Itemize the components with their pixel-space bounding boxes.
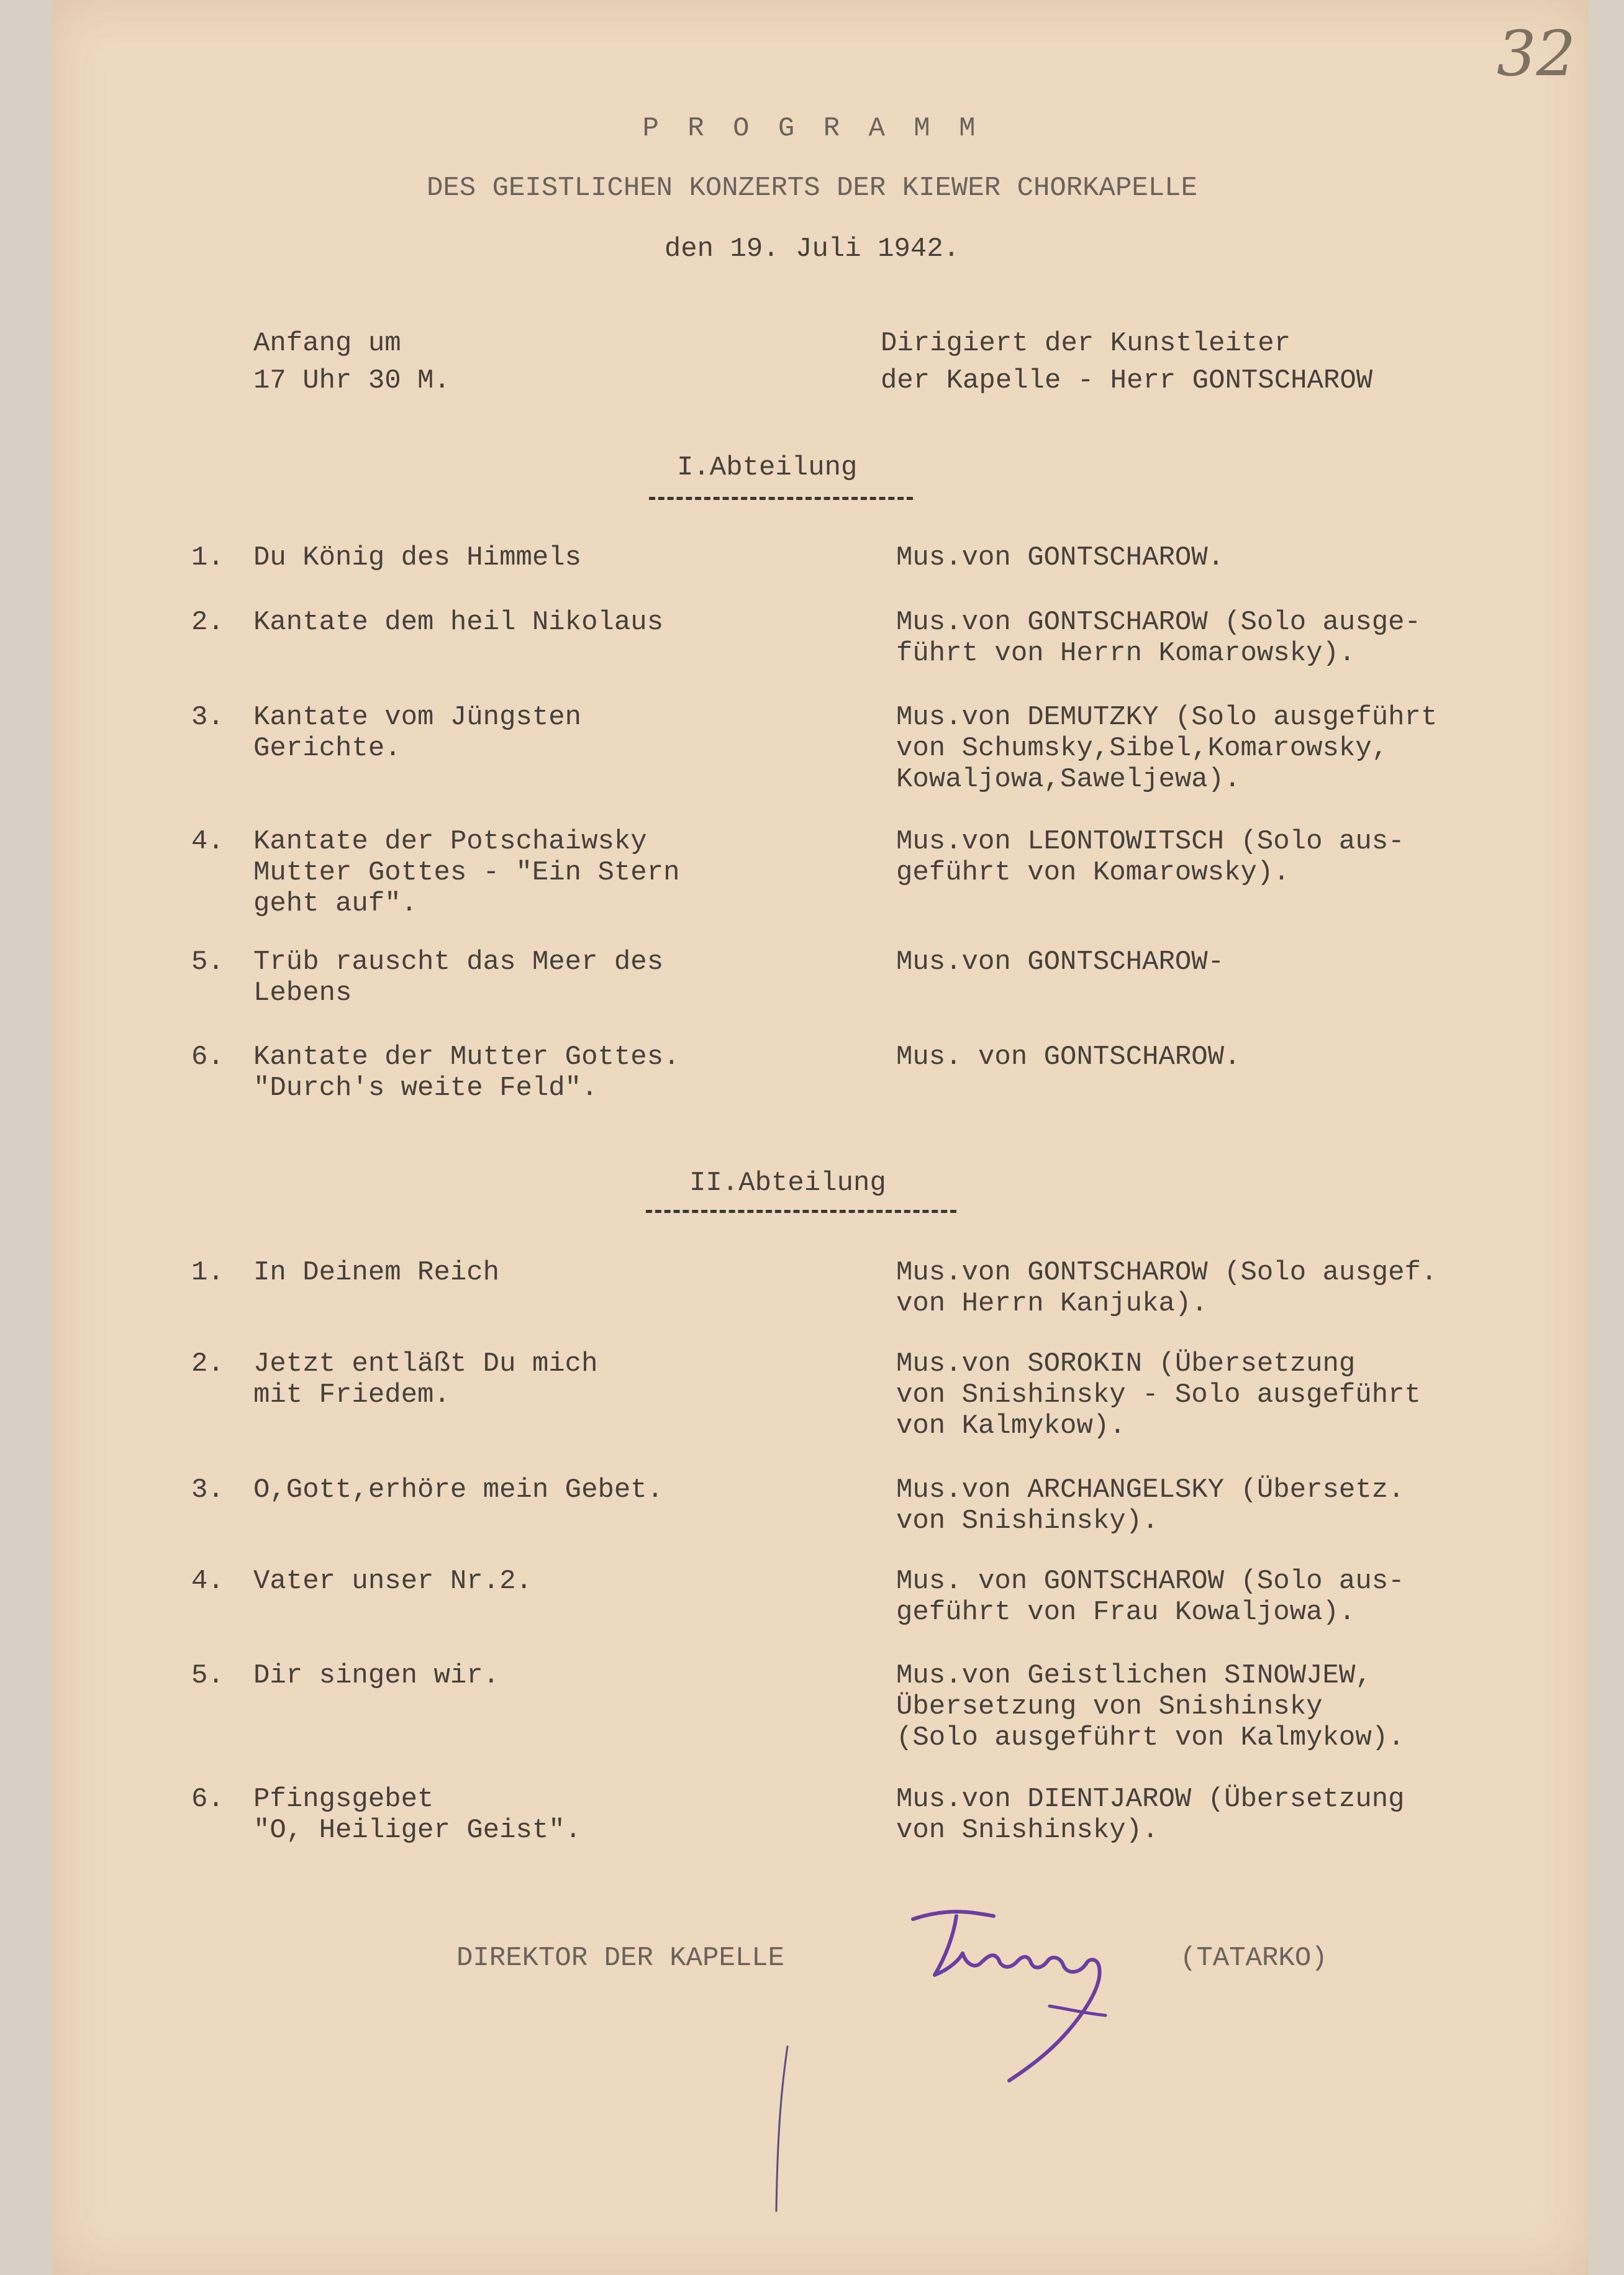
program-item-title: Kantate vom Jüngsten [253, 702, 582, 733]
conductor-line-2: der Kapelle - Herr GONTSCHAROW [881, 365, 1373, 396]
page-number: 32 [1497, 17, 1576, 90]
program-item-number: 6. [191, 1784, 224, 1815]
program-item-composer: Mus.von GONTSCHAROW. [896, 542, 1225, 573]
director-label: DIREKTOR DER KAPELLE [456, 1943, 785, 1974]
program-item-title: Kantate der Mutter Gottes. [253, 1042, 680, 1073]
program-item-composer: geführt von Komarowsky). [896, 857, 1290, 888]
program-item-composer: von Kalmykow). [896, 1410, 1126, 1442]
start-time-label: Anfang um [253, 328, 401, 359]
program-item-composer: Mus.von GONTSCHAROW (Solo ausge- [896, 607, 1421, 638]
program-item-number: 5. [191, 1660, 224, 1691]
program-item-composer: Mus.von GONTSCHAROW (Solo ausgef. [896, 1257, 1438, 1288]
document-title: P R O G R A M M [642, 113, 982, 144]
program-item-composer: Mus.von ARCHANGELSKY (Übersetz. [896, 1474, 1405, 1505]
program-item-composer: geführt von Frau Kowaljowa). [896, 1597, 1356, 1628]
program-item-title: Du König des Himmels [253, 542, 582, 573]
program-item-composer: Übersetzung von Snishinsky [896, 1691, 1323, 1722]
program-item-title: Gerichte. [253, 733, 401, 764]
signature-tail [1050, 2006, 1105, 2015]
section-title: II.Abteilung [689, 1168, 886, 1199]
program-item-composer: von Snishinsky). [896, 1815, 1159, 1846]
program-item-composer: führt von Herrn Komarowsky). [896, 638, 1356, 669]
program-item-title: "O, Heiliger Geist". [253, 1815, 582, 1846]
program-item-title: mit Friedem. [253, 1379, 450, 1410]
program-item-title: O,Gott,erhöre mein Gebet. [253, 1474, 664, 1505]
section-title-underline [646, 1210, 956, 1213]
program-item-composer: Mus.von DIENTJAROW (Übersetzung [896, 1784, 1405, 1815]
program-item-number: 5. [191, 947, 224, 978]
concert-date: den 19. Juli 1942. [664, 234, 960, 265]
program-item-composer: Mus.von GONTSCHAROW- [896, 947, 1225, 978]
program-item-number: 4. [191, 826, 224, 857]
program-item-composer: von Snishinsky). [896, 1505, 1159, 1537]
program-item-composer: Mus. von GONTSCHAROW. [896, 1042, 1241, 1073]
program-item-composer: Kowaljowa,Saweljewa). [896, 764, 1241, 795]
program-item-title: Jetzt entläßt Du mich [253, 1348, 598, 1379]
program-item-title: Mutter Gottes - "Ein Stern [253, 857, 680, 888]
program-item-composer: Mus. von GONTSCHAROW (Solo aus- [896, 1566, 1405, 1597]
program-item-composer: von Herrn Kanjuka). [896, 1288, 1208, 1319]
conductor-line-1: Dirigiert der Kunstleiter [881, 328, 1291, 359]
program-item-composer: Mus.von LEONTOWITSCH (Solo aus- [896, 826, 1405, 857]
program-item-composer: Mus.von DEMUTZKY (Solo ausgeführt [896, 702, 1438, 733]
program-item-composer: von Schumsky,Sibel,Komarowsky, [896, 733, 1389, 764]
program-item-title: Pfingsgebet [253, 1784, 434, 1815]
signature-stroke [913, 1912, 1100, 2081]
ink-stroke-mark [770, 2043, 795, 2217]
document-subtitle: DES GEISTLICHEN KONZERTS DER KIEWER CHORKAPELLE [426, 173, 1197, 204]
program-item-title: Vater unser Nr.2. [253, 1566, 532, 1597]
program-item-title: "Durch's weite Feld". [253, 1073, 598, 1104]
program-item-composer: Mus.von Geistlichen SINOWJEW, [896, 1660, 1372, 1691]
program-item-composer: (Solo ausgeführt von Kalmykow). [896, 1722, 1405, 1753]
director-signature [900, 1900, 1161, 2124]
program-item-number: 3. [191, 1474, 224, 1505]
program-item-title: Lebens [253, 978, 352, 1009]
program-item-number: 2. [191, 1348, 224, 1379]
section-title: I.Abteilung [677, 452, 858, 483]
program-item-number: 2. [191, 607, 224, 638]
start-time-value: 17 Uhr 30 M. [253, 365, 450, 396]
program-item-composer: Mus.von SOROKIN (Übersetzung [896, 1348, 1356, 1379]
director-name: (TATARKO) [1180, 1943, 1328, 1974]
program-item-title: geht auf". [253, 888, 418, 919]
program-item-composer: von Snishinsky - Solo ausgeführt [896, 1379, 1421, 1410]
program-item-number: 3. [191, 702, 224, 733]
program-item-title: Trüb rauscht das Meer des [253, 947, 664, 978]
program-item-number: 4. [191, 1566, 224, 1597]
program-item-number: 1. [191, 1257, 224, 1288]
program-item-number: 6. [191, 1042, 224, 1073]
program-item-title: In Deinem Reich [253, 1257, 500, 1288]
program-item-title: Kantate dem heil Nikolaus [253, 607, 664, 638]
section-title-underline [649, 497, 913, 500]
program-item-title: Kantate der Potschaiwsky [253, 826, 647, 857]
program-item-title: Dir singen wir. [253, 1660, 500, 1691]
program-item-number: 1. [191, 542, 224, 573]
